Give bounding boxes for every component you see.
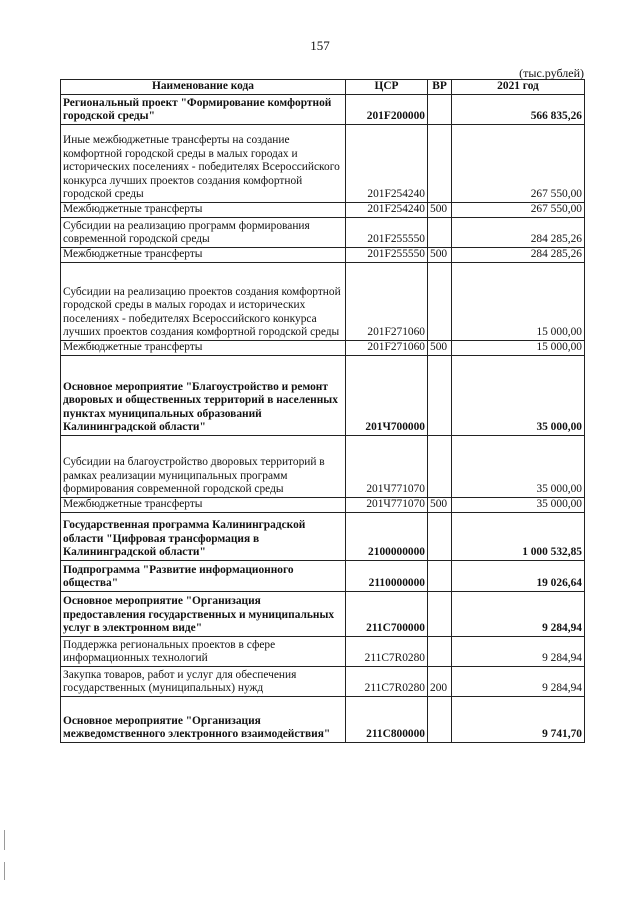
table-row <box>61 637 585 667</box>
row-csr: 211С700000 <box>346 592 428 637</box>
row-vr <box>428 561 452 592</box>
unit-label: (тыс.рублей) <box>519 66 584 80</box>
row-csr: 201F255550 <box>346 248 428 263</box>
page-number: 157 <box>310 38 330 53</box>
row-vr: 500 <box>428 203 452 218</box>
row-name: Межбюджетные трансферты <box>61 248 346 263</box>
row-csr: 201Ч771070 <box>346 436 428 498</box>
row-vr <box>428 436 452 498</box>
row-csr: 211С7R0280 <box>346 637 428 667</box>
row-name: Основное мероприятие "Благоустройство и ремонт дворовых и общественных территорий в населенных пунктах муниципальных образований Калининградской области" <box>61 356 346 436</box>
row-amount: 9 284,94 <box>452 637 585 667</box>
table-row <box>61 498 585 513</box>
budget-table <box>60 79 585 743</box>
row-csr: 201F254240 <box>346 203 428 218</box>
header-vr: ВР <box>428 80 452 95</box>
row-amount: 9 741,70 <box>452 697 585 743</box>
table-row <box>61 356 585 436</box>
row-name: Основное мероприятие "Организация межведомственного электронного взаимодействия" <box>61 697 346 743</box>
row-csr: 201Ч700000 <box>346 356 428 436</box>
row-amount: 35 000,00 <box>452 356 585 436</box>
row-csr: 201F200000 <box>346 95 428 125</box>
row-name: Подпрограмма "Развитие информационного общества" <box>61 561 346 592</box>
row-csr: 211С800000 <box>346 697 428 743</box>
row-vr <box>428 125 452 203</box>
row-vr <box>428 513 452 561</box>
header-year: 2021 год <box>452 80 585 95</box>
row-name: Основное мероприятие "Организация предоставления государственных и муниципальных услуг в электронном виде" <box>61 592 346 637</box>
row-csr: 201F271060 <box>346 341 428 356</box>
table-body <box>61 95 585 743</box>
row-vr: 500 <box>428 341 452 356</box>
row-amount: 19 026,64 <box>452 561 585 592</box>
row-vr <box>428 637 452 667</box>
row-csr: 201F254240 <box>346 125 428 203</box>
row-amount: 566 835,26 <box>452 95 585 125</box>
row-vr <box>428 697 452 743</box>
row-vr <box>428 218 452 248</box>
row-csr: 211С7R0280 <box>346 667 428 697</box>
row-vr <box>428 592 452 637</box>
row-csr: 201F255550 <box>346 218 428 248</box>
table-row <box>61 125 585 203</box>
row-csr: 201F271060 <box>346 263 428 341</box>
row-amount: 35 000,00 <box>452 498 585 513</box>
row-name: Межбюджетные трансферты <box>61 341 346 356</box>
row-vr: 200 <box>428 667 452 697</box>
scan-edge-mark <box>4 862 5 880</box>
header-name: Наименование кода <box>61 80 346 95</box>
table-row <box>61 263 585 341</box>
table-row <box>61 218 585 248</box>
row-amount: 9 284,94 <box>452 592 585 637</box>
row-amount: 15 000,00 <box>452 263 585 341</box>
table-row <box>61 95 585 125</box>
table-header-row <box>61 80 585 95</box>
table-row <box>61 248 585 263</box>
row-amount: 9 284,94 <box>452 667 585 697</box>
header-csr: ЦСР <box>346 80 428 95</box>
row-name: Региональный проект "Формирование комфортной городской среды" <box>61 95 346 125</box>
table-row <box>61 667 585 697</box>
row-name: Государственная программа Калининградской области "Цифровая трансформация в Калининградской области" <box>61 513 346 561</box>
row-amount: 15 000,00 <box>452 341 585 356</box>
row-name: Субсидии на реализацию проектов создания комфортной городской среды в малых городах и исторических поселениях - победителях Всероссийского конкурса лучших проектов создания комфортной городской среды <box>61 263 346 341</box>
row-amount: 267 550,00 <box>452 203 585 218</box>
row-name: Субсидии на реализацию программ формирования современной городской среды <box>61 218 346 248</box>
table-row <box>61 341 585 356</box>
row-amount: 35 000,00 <box>452 436 585 498</box>
row-csr: 201Ч771070 <box>346 498 428 513</box>
row-name: Межбюджетные трансферты <box>61 203 346 218</box>
scan-edge-mark <box>4 830 5 850</box>
row-vr <box>428 95 452 125</box>
row-csr: 2110000000 <box>346 561 428 592</box>
row-name: Субсидии на благоустройство дворовых территорий в рамках реализации муниципальных программ формирования современной городской среды <box>61 436 346 498</box>
row-amount: 284 285,26 <box>452 248 585 263</box>
row-amount: 284 285,26 <box>452 218 585 248</box>
row-csr: 2100000000 <box>346 513 428 561</box>
table-row <box>61 592 585 637</box>
row-vr <box>428 356 452 436</box>
table-row <box>61 697 585 743</box>
row-name: Поддержка региональных проектов в сфере информационных технологий <box>61 637 346 667</box>
table-row <box>61 203 585 218</box>
row-vr <box>428 263 452 341</box>
row-name: Закупка товаров, работ и услуг для обеспечения государственных (муниципальных) нужд <box>61 667 346 697</box>
row-amount: 1 000 532,85 <box>452 513 585 561</box>
table-row <box>61 561 585 592</box>
row-vr: 500 <box>428 248 452 263</box>
table-row <box>61 436 585 498</box>
table-row <box>61 513 585 561</box>
row-name: Иные межбюджетные трансферты на создание комфортной городской среды в малых городах и исторических поселениях - победителях Всероссийского конкурса лучших проектов создания комфортной городской среды <box>61 125 346 203</box>
row-name: Межбюджетные трансферты <box>61 498 346 513</box>
row-amount: 267 550,00 <box>452 125 585 203</box>
row-vr: 500 <box>428 498 452 513</box>
